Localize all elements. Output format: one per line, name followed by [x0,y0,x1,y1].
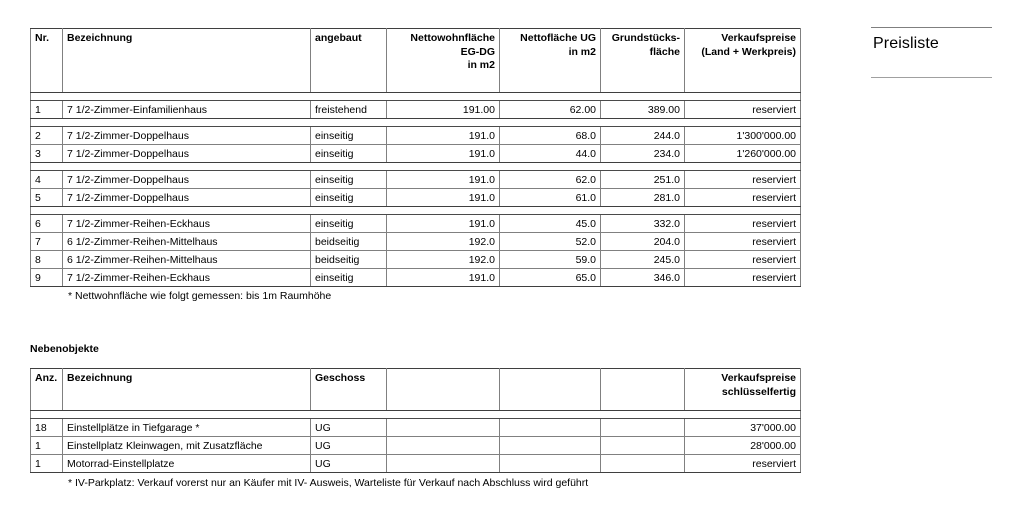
table-row [31,251,801,269]
table-gap-cell [31,207,801,215]
cell-nettowohnflaeche: 191.00 [387,101,500,119]
cell-verkaufspreis: reserviert [685,455,801,473]
header-verkaufspreise-line1: Verkaufspreise [721,32,796,44]
header-blank-1 [387,369,500,411]
secondary-objects-table [30,368,801,473]
cell-bezeichnung: Einstellplätze in Tiefgarage * [63,419,311,437]
table-row [31,215,801,233]
footnote-iv-parkplatz: * IV-Parkplatz: Verkauf vorerst nur an Käufer mit IV- Ausweis, Warteliste für Verkauf nach Abschluss wird geführt [68,477,589,489]
cell-nettowohnflaeche: 191.0 [387,215,500,233]
cell-nettoflaeche-ug: 45.0 [500,215,601,233]
cell-verkaufspreis: reserviert [685,233,801,251]
cell-nr: 8 [31,251,63,269]
header-grundstuecksflaeche [601,29,685,93]
header-nettoflaeche-ug [500,29,601,93]
cell-angebaut: einseitig [311,215,387,233]
cell-grundstuecksflaeche: 244.0 [601,127,685,145]
header-blank-3 [601,369,685,411]
cell-bezeichnung: 7 1/2-Zimmer-Reihen-Eckhaus [63,215,311,233]
header-nettowohnflaeche-line1: Nettowohnfläche [410,32,495,44]
cell-nettoflaeche-ug: 62.0 [500,171,601,189]
cell-grundstuecksflaeche: 281.0 [601,189,685,207]
cell-angebaut: einseitig [311,269,387,287]
header-nettowohnflaeche-line2: EG-DG [460,45,495,58]
table-header-row [31,369,801,411]
header-nettowohnflaeche-line3: in m2 [467,59,495,71]
table-gap-row [31,411,801,419]
cell-bezeichnung: 7 1/2-Zimmer-Doppelhaus [63,171,311,189]
cell-blank-1 [387,419,500,437]
cell-blank-1 [387,437,500,455]
cell-geschoss: UG [311,437,387,455]
cell-anz: 18 [31,419,63,437]
cell-angebaut: einseitig [311,189,387,207]
header-nettoflaeche-ug-line2: in m2 [568,45,596,58]
cell-verkaufspreis: 37'000.00 [685,419,801,437]
footnote-nettowohnflaeche: * Nettwohnfläche wie folgt gemessen: bis 1m Raumhöhe [68,290,332,302]
table-row [31,437,801,455]
header-bezeichnung: Bezeichnung [63,29,311,93]
table-row [31,233,801,251]
cell-blank-2 [500,419,601,437]
header-grundstuecksflaeche-line2: fläche [649,45,680,58]
table-gap-cell [31,119,801,127]
page-title: Preisliste [873,35,939,52]
cell-verkaufspreis: reserviert [685,269,801,287]
cell-nr: 6 [31,215,63,233]
cell-verkaufspreis: 1'260'000.00 [685,145,801,163]
cell-nettowohnflaeche: 191.0 [387,127,500,145]
cell-nettoflaeche-ug: 62.00 [500,101,601,119]
cell-nr: 7 [31,233,63,251]
cell-grundstuecksflaeche: 234.0 [601,145,685,163]
cell-grundstuecksflaeche: 332.0 [601,215,685,233]
cell-angebaut: beidseitig [311,251,387,269]
cell-blank-3 [601,437,685,455]
cell-nettoflaeche-ug: 61.0 [500,189,601,207]
cell-nettowohnflaeche: 191.0 [387,145,500,163]
section-heading-nebenobjekte: Nebenobjekte [30,343,99,355]
table-row [31,189,801,207]
cell-nr: 5 [31,189,63,207]
header-verkaufspreise-schluesselfertig [685,369,801,411]
table-row [31,101,801,119]
table-gap-cell [31,163,801,171]
cell-angebaut: einseitig [311,171,387,189]
cell-anz: 1 [31,455,63,473]
cell-nr: 9 [31,269,63,287]
cell-bezeichnung: 6 1/2-Zimmer-Reihen-Mittelhaus [63,233,311,251]
table-gap-row [31,119,801,127]
cell-nettoflaeche-ug: 65.0 [500,269,601,287]
cell-nettowohnflaeche: 191.0 [387,189,500,207]
cell-nr: 2 [31,127,63,145]
cell-nr: 4 [31,171,63,189]
cell-verkaufspreis: reserviert [685,171,801,189]
cell-angebaut: freistehend [311,101,387,119]
table-row [31,269,801,287]
cell-nettowohnflaeche: 192.0 [387,251,500,269]
table-row [31,145,801,163]
cell-angebaut: beidseitig [311,233,387,251]
table-gap-row [31,93,801,101]
header-blank-2 [500,369,601,411]
cell-verkaufspreis: reserviert [685,189,801,207]
cell-verkaufspreis: 1'300'000.00 [685,127,801,145]
cell-grundstuecksflaeche: 346.0 [601,269,685,287]
cell-blank-3 [601,455,685,473]
table-row [31,419,801,437]
cell-geschoss: UG [311,419,387,437]
header-grundstuecksflaeche-line1: Grundstücks- [611,32,680,44]
header-verkaufspreise-line1: Verkaufspreise [721,372,796,384]
cell-bezeichnung: 7 1/2-Zimmer-Einfamilienhaus [63,101,311,119]
cell-bezeichnung: 6 1/2-Zimmer-Reihen-Mittelhaus [63,251,311,269]
cell-nr: 3 [31,145,63,163]
cell-bezeichnung: 7 1/2-Zimmer-Reihen-Eckhaus [63,269,311,287]
cell-bezeichnung: Motorrad-Einstellplatze [63,455,311,473]
cell-nr: 1 [31,101,63,119]
cell-bezeichnung: 7 1/2-Zimmer-Doppelhaus [63,145,311,163]
cell-bezeichnung: 7 1/2-Zimmer-Doppelhaus [63,127,311,145]
table-gap-cell [31,411,801,419]
cell-blank-2 [500,455,601,473]
cell-nettowohnflaeche: 192.0 [387,233,500,251]
cell-grundstuecksflaeche: 389.00 [601,101,685,119]
cell-nettowohnflaeche: 191.0 [387,171,500,189]
cell-blank-3 [601,419,685,437]
header-verkaufspreise [685,29,801,93]
cell-grundstuecksflaeche: 204.0 [601,233,685,251]
cell-nettoflaeche-ug: 68.0 [500,127,601,145]
table-header-row [31,29,801,93]
cell-nettoflaeche-ug: 52.0 [500,233,601,251]
cell-verkaufspreis: 28'000.00 [685,437,801,455]
cell-angebaut: einseitig [311,127,387,145]
objects-price-table [30,28,801,287]
table-row [31,455,801,473]
table-gap-row [31,207,801,215]
header-angebaut: angebaut [311,29,387,93]
cell-blank-2 [500,437,601,455]
cell-nettowohnflaeche: 191.0 [387,269,500,287]
table-gap-row [31,163,801,171]
header-nr: Nr. [31,29,63,93]
cell-angebaut: einseitig [311,145,387,163]
cell-bezeichnung: Einstellplatz Kleinwagen, mit Zusatzfläche [63,437,311,455]
table-row [31,171,801,189]
cell-verkaufspreis: reserviert [685,215,801,233]
header-verkaufspreise-line2: (Land + Werkpreis) [701,45,796,58]
cell-bezeichnung: 7 1/2-Zimmer-Doppelhaus [63,189,311,207]
cell-nettoflaeche-ug: 59.0 [500,251,601,269]
header-geschoss: Geschoss [311,369,387,411]
table-gap-cell [31,93,801,101]
header-verkaufspreise-line2: schlüsselfertig [721,385,796,398]
header-nettowohnflaeche [387,29,500,93]
cell-anz: 1 [31,437,63,455]
cell-grundstuecksflaeche: 251.0 [601,171,685,189]
cell-verkaufspreis: reserviert [685,251,801,269]
cell-nettoflaeche-ug: 44.0 [500,145,601,163]
header-anz: Anz. [31,369,63,411]
cell-grundstuecksflaeche: 245.0 [601,251,685,269]
cell-geschoss: UG [311,455,387,473]
cell-verkaufspreis: reserviert [685,101,801,119]
table-row [31,127,801,145]
document-title-block [871,27,992,78]
header-nettoflaeche-ug-line1: Nettofläche UG [520,32,596,44]
cell-blank-1 [387,455,500,473]
header-bezeichnung: Bezeichnung [63,369,311,411]
